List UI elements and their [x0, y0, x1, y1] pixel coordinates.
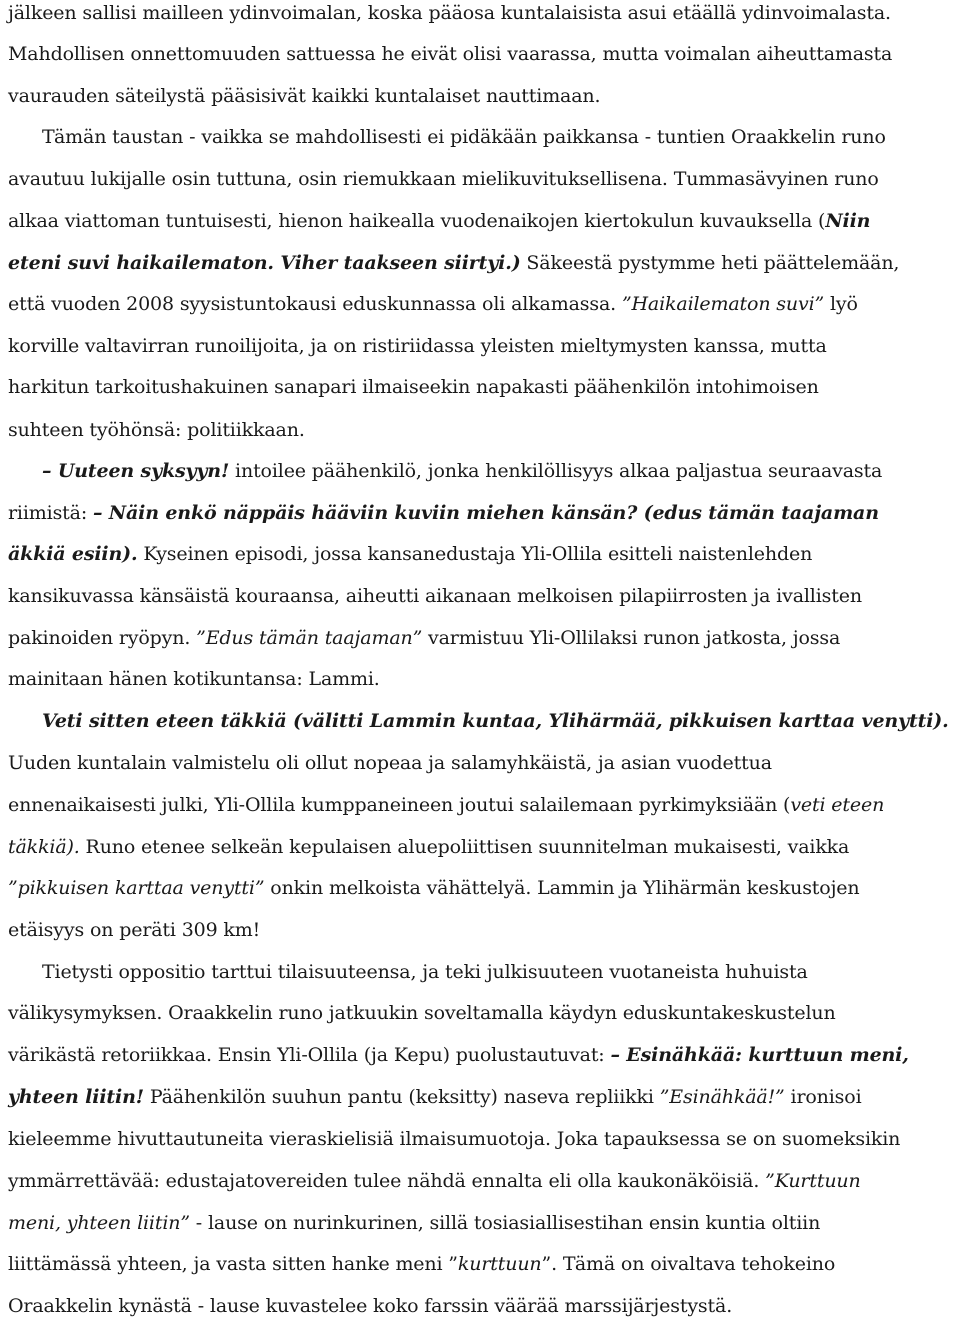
text-line: [42, 708, 960, 734]
text-run: – Näin enkö näppäis hääviin kuviin miehen känsän? (edus tämän taajaman: [92, 502, 879, 524]
text-run: pakinoiden ryöpyn.: [8, 627, 197, 649]
text-run: ”. Tämä on oivaltava tehokeino: [541, 1253, 836, 1275]
text-run: äkkiä esiin).: [8, 543, 138, 565]
text-run: meni, yhteen liitin”: [8, 1212, 190, 1234]
text-run: ymmärrettävää: edustajatovereiden tulee nähdä ennalta eli olla kaukonäköisiä.: [8, 1170, 766, 1192]
text-line: [8, 541, 960, 567]
text-run: värikästä retoriikkaa. Ensin Yli-Ollila (ja Kepu) puolustautuvat:: [8, 1044, 611, 1066]
text-run: liittämässä yhteen, ja vasta sitten hanke meni ”: [8, 1253, 458, 1275]
text-line: [8, 1084, 960, 1110]
text-line: [8, 1168, 960, 1194]
text-run: ennenaikaisesti julki, Yli-Ollila kumppaneineen joutui salailemaan pyrkimyksiään (: [8, 794, 791, 816]
text-line: [8, 1210, 960, 1236]
text-line: [8, 1126, 960, 1152]
text-run: ”Esinähkää!”: [659, 1086, 785, 1108]
text-line: [8, 583, 960, 609]
text-line: [8, 1042, 960, 1068]
text-run: ”pikkuisen karttaa venytti”: [8, 877, 265, 899]
text-run: Uuden kuntalain valmistelu oli ollut nopeaa ja salamyhkäistä, ja asian vuodettua: [8, 752, 772, 774]
text-line: [42, 458, 960, 484]
text-run: – Esinähkää: kurttuun meni,: [610, 1044, 909, 1066]
text-run: Mahdollisen onnettomuuden sattuessa he eivät olisi vaarassa, mutta voimalan aiheuttamasta: [8, 43, 893, 65]
text-run: suhteen työhönsä: politiikkaan.: [8, 419, 305, 441]
text-run: - lause on nurinkurinen, sillä tosiasiallisestihan ensin kuntia oltiin: [189, 1212, 821, 1234]
text-run: Niin: [825, 210, 871, 232]
text-run: ”Edus tämän taajaman”: [196, 627, 423, 649]
text-line: [8, 750, 960, 776]
text-run: Runo etenee selkeän kepulaisen aluepoliittisen suunnitelman mukaisesti, vaikka: [79, 836, 850, 858]
text-run: – Uuteen syksyyn!: [42, 460, 230, 482]
text-run: että vuoden 2008 syysistuntokausi eduskunnassa oli alkamassa.: [8, 293, 622, 315]
text-run: vaurauden säteilystä pääsisivät kaikki kuntalaiset nauttimaan.: [8, 85, 601, 107]
text-run: Tietysti oppositio tarttui tilaisuuteensa, ja teki julkisuuteen vuotaneista huhuista: [42, 961, 808, 983]
text-run: eteni suvi haikailematon. Viher taakseen siirtyi.): [8, 252, 521, 274]
text-run: kieleemme hivuttautuneita vieraskielisiä ilmaisumuotoja. Joka tapauksessa se on suomeksikin: [8, 1128, 901, 1150]
text-run: Tämän taustan - vaikka se mahdollisesti ei pidäkään paikkansa - tuntien Oraakkelin runo: [42, 126, 886, 148]
text-line: [8, 917, 960, 943]
text-run: jälkeen sallisi mailleen ydinvoimalan, koska pääosa kuntalaisista asui etäällä ydinvoimalasta.: [8, 2, 891, 24]
text-line: [8, 0, 960, 26]
text-line: [8, 250, 960, 276]
text-line: [8, 83, 960, 109]
text-line: [8, 666, 960, 692]
text-run: Säkeestä pystymme heti päättelemään,: [520, 252, 900, 274]
text-line: [8, 1251, 960, 1277]
text-run: Oraakkelin kynästä - lause kuvastelee koko farssin väärää marssijärjestystä.: [8, 1295, 733, 1317]
text-line: [8, 792, 960, 818]
text-line: [8, 291, 960, 317]
text-line: [8, 1293, 960, 1319]
text-line: [42, 959, 960, 985]
text-run: mainitaan hänen kotikuntansa: Lammi.: [8, 668, 380, 690]
text-run: Päähenkilön suuhun pantu (keksitty) naseva repliikki: [143, 1086, 660, 1108]
text-run: välikysymyksen. Oraakkelin runo jatkuukin soveltamalla käydyn eduskuntakeskustelun: [8, 1002, 836, 1024]
text-run: lyö: [824, 293, 858, 315]
text-line: [8, 625, 960, 651]
text-run: avautuu lukijalle osin tuttuna, osin riemukkaan mielikuvituksellisena. Tummasävyinen runo: [8, 168, 879, 190]
text-line: [8, 875, 960, 901]
text-line: [8, 41, 960, 67]
text-line: [42, 124, 960, 150]
text-run: yhteen liitin!: [8, 1086, 144, 1108]
text-line: [8, 166, 960, 192]
text-run: korville valtavirran runoilijoita, ja on ristiriidassa yleisten mieltymysten kanssa, mutta: [8, 335, 827, 357]
text-line: [8, 834, 960, 860]
text-run: veti eteen: [790, 794, 885, 816]
text-run: harkitun tarkoitushakuinen sanapari ilmaiseekin napakasti päähenkilön intohimoisen: [8, 376, 819, 398]
text-line: [8, 374, 960, 400]
text-run: ironisoi: [784, 1086, 862, 1108]
text-run: Veti sitten eteen täkkiä (välitti Lammin kuntaa, Ylihärmää, pikkuisen karttaa venytti).: [42, 710, 949, 732]
text-run: varmistuu Yli-Ollilaksi runon jatkosta, jossa: [422, 627, 841, 649]
text-run: etäisyys on peräti 309 km!: [8, 919, 261, 941]
text-line: [8, 1000, 960, 1026]
text-line: [8, 208, 960, 234]
text-run: ”Kurttuun: [765, 1170, 861, 1192]
text-line: [8, 417, 960, 443]
text-run: riimistä:: [8, 502, 93, 524]
text-run: ”Haikailematon suvi”: [621, 293, 825, 315]
text-run: täkkiä).: [8, 836, 80, 858]
text-run: onkin melkoista vähättelyä. Lammin ja Ylihärmän keskustojen: [264, 877, 860, 899]
text-run: alkaa viattoman tuntuisesti, hienon haikealla vuodenaikojen kiertokulun kuvauksella (: [8, 210, 826, 232]
text-run: kurttuun: [457, 1253, 542, 1275]
text-line: [8, 500, 960, 526]
text-line: [8, 333, 960, 359]
text-run: intoilee päähenkilö, jonka henkilöllisyys alkaa paljastua seuraavasta: [229, 460, 883, 482]
text-run: Kyseinen episodi, jossa kansanedustaja Yli-Ollila esitteli naistenlehden: [137, 543, 813, 565]
text-run: kansikuvassa känsäistä kouraansa, aiheutti aikanaan melkoisen pilapiirrosten ja ivallisten: [8, 585, 862, 607]
